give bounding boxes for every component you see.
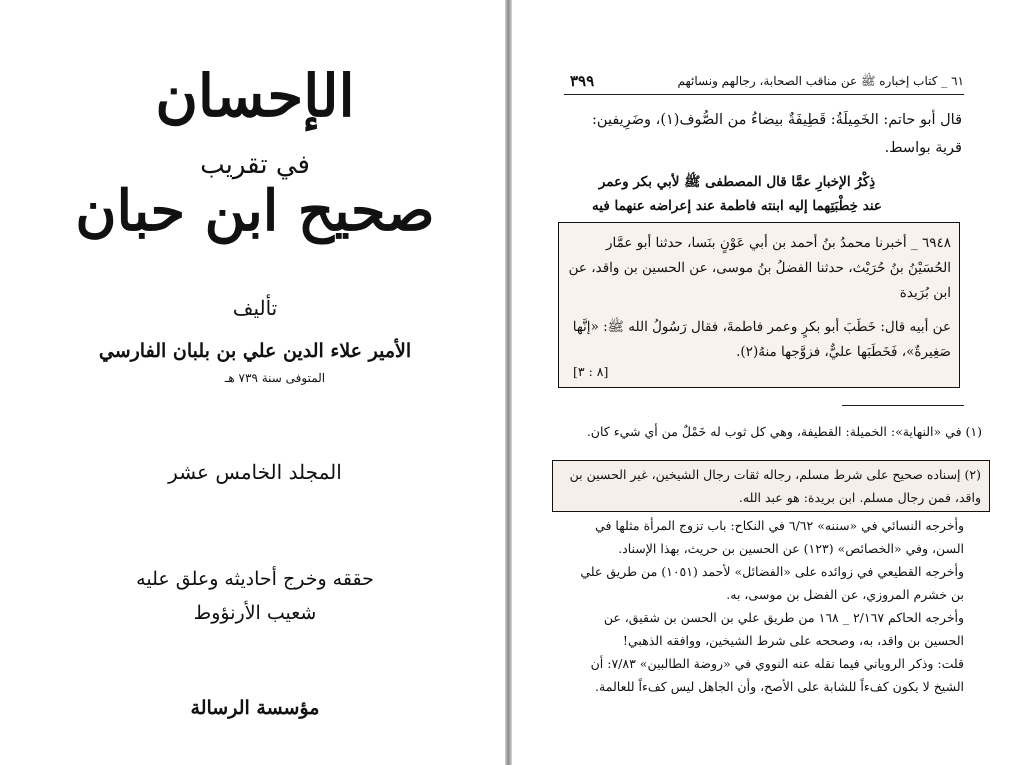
text-page — [512, 0, 1024, 765]
hadith-reference: [٨ : ٣] — [573, 364, 609, 379]
book-title-sub: في تقريب — [200, 150, 310, 180]
volume-number: المجلد الخامس عشر — [168, 460, 342, 484]
publisher-name: مؤسسة الرسالة — [190, 697, 320, 719]
highlighted-footnote-box — [552, 460, 990, 512]
running-header — [564, 72, 964, 95]
chapter-heading-line-2: عند خِطْبَتِهما إليه ابنته فاطمة عند إعراضه عنهما فيه — [592, 198, 882, 214]
footnote-2-takhrij — [564, 514, 964, 698]
author-name: الأمير علاء الدين علي بن بلبان الفارسي — [98, 340, 412, 362]
takhrij-line: وأخرجه القطيعي في زوائده على «الفضائل» لأحمد (١٠٥١) من طريق علي بن خشرم المروزي، عن الفضل بن موسى، به. — [580, 564, 964, 602]
highlighted-hadith-box — [558, 222, 960, 388]
takhrij-line: قلت: وذكر الروياني فيما نقله عنه النووي في «روضة الطالبين» ٧/٨٣: أن الشيخ لا يكون كفءاً للشابة على الأصح، وأن الجاهل ليس كفءاً للعالمة. — [590, 656, 964, 694]
editor-credit: حققه وخرج أحاديثه وعلق عليه — [136, 568, 374, 590]
chapter-heading-line-1: ذِكْرُ الإخبارِ عمَّا قال المصطفى ﷺ لأبي بكر وعمر — [598, 174, 876, 190]
author-label: تأليف — [232, 296, 278, 320]
book-title-main: الإحسان — [155, 62, 355, 130]
footnote-2-grading: (٢) إسناده صحيح على شرط مسلم، رجاله ثقات رجال الشيخين، غير الحسين بن واقد، فمن رجال مسلم. ابن بريدة: هو عبد الله. — [569, 467, 981, 505]
takhrij-line: وأخرجه النسائي في «سننه» ٦/٦٢ في النكاح: باب تزوج المرأة مثلها في السن، وفي «الخصائص» (١٢٣) عن الحسين بن حريث، بهذا الإسناد. — [595, 518, 964, 556]
book-spine — [505, 0, 512, 765]
title-page — [0, 0, 505, 765]
running-header-text: ٦١ _ كتاب إخباره ﷺ عن مناقب الصحابة، رجالهم ونسائهم — [677, 74, 964, 88]
author-death-date: المتوفى سنة ٧٣٩ هـ — [224, 371, 326, 385]
hadith-matn: عن أبيه قال: خَطَبَ أبو بكرٍ وعمر فاطمةَ، فقال رَسُولُ الله ﷺ: «إنَّها صَغِيرةٌ»، فَخَطَبَها عليٌّ، فزوَّجها منهُ(٢). — [572, 319, 951, 360]
hadith-isnad: ٦٩٤٨ _ أخبرنا محمدُ بنُ أحمد بن أبي عَوْنٍ بنَسا، حدثنا أبو عمَّار الحُسَيْنُ بنُ حُرَيْث، حدثنا الفضلُ بنُ موسى، عن الحسين بن واقد، عن ابن بُرَيدة — [568, 235, 951, 301]
footnote-1: (١) في «النهاية»: الخميلة: القطيفة، وهي كل ثوب له خَمْلٌ من أي شيء كان. — [586, 424, 982, 439]
editor-name: شعيب الأرنؤوط — [193, 602, 317, 624]
chapter-heading — [572, 170, 902, 218]
footnote-divider — [842, 405, 964, 406]
paragraph-abu-hatim: قال أبو حاتم: الخَمِيلَةُ: قَطِيفَةٌ بيضاءُ من الصُّوف(١)، وضَرِيفين: قرية بواسط. — [592, 112, 962, 156]
takhrij-line: وأخرجه الحاكم ٢/١٦٧ _ ١٦٨ من طريق علي بن الحسن بن شقيق، عن الحسين بن واقد، به، وصححه على شرط الشيخين، ووافقه الذهبي! — [603, 610, 964, 648]
book-title-name: صحيح ابن حبان — [75, 178, 435, 244]
page-number: ٣٩٩ — [570, 72, 595, 90]
